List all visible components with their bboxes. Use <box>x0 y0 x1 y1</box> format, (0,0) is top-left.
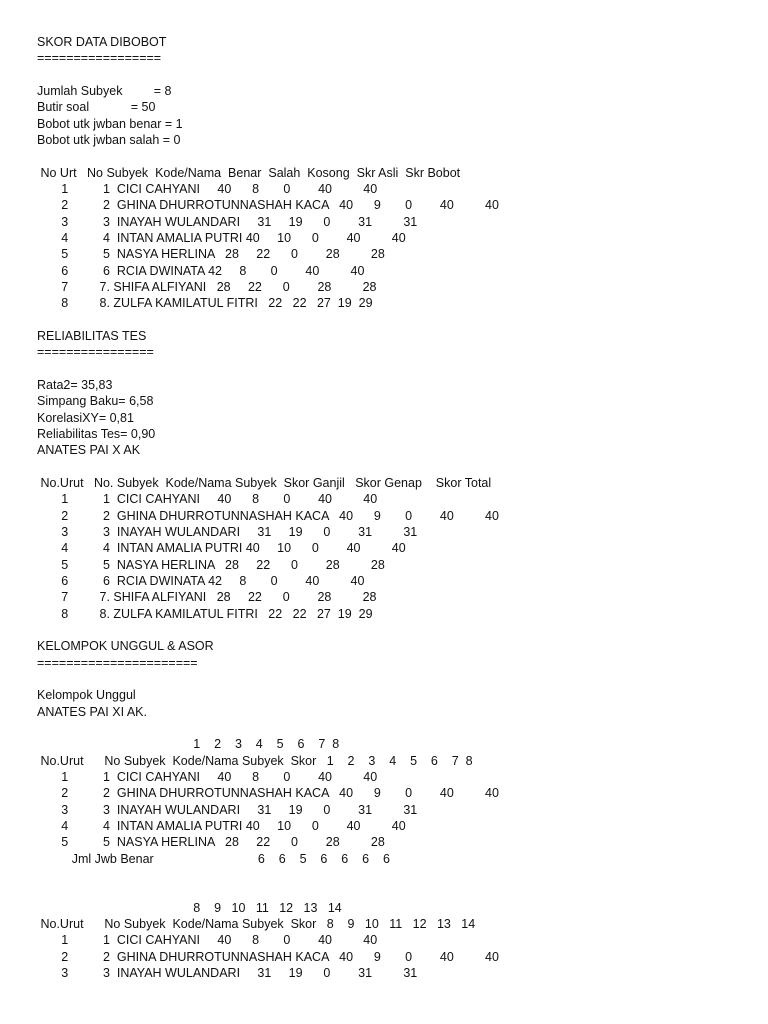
text-line: Bobot utk jwban salah = 0 <box>37 133 181 147</box>
text-line: 2 2 GHINA DHURROTUNNASHAH KACA 40 9 0 40 40 <box>37 949 499 964</box>
text-line: 5 5 NASYA HERLINA 28 22 0 28 28 <box>37 557 385 572</box>
text-line: ====================== <box>37 655 198 670</box>
text-line: 8 8. ZULFA KAMILATUL FITRI 22 22 27 19 29 <box>37 296 373 311</box>
text-line: 5 5 NASYA HERLINA 28 22 0 28 28 <box>37 247 385 262</box>
text-line: 2 2 GHINA DHURROTUNNASHAH KACA 40 9 0 40 40 <box>37 508 499 523</box>
text-line: Butir soal = 50 <box>37 100 156 115</box>
text-line: 7 7. SHIFA ALFIYANI 28 22 0 28 28 <box>37 279 377 294</box>
text-line: No Urt No Subyek Kode/Nama Benar Salah Kosong Skr Asli Skr Bobot <box>37 165 461 180</box>
text-line: 5 5 NASYA HERLINA 28 22 0 28 28 <box>37 835 385 850</box>
text-line: No.Urut No Subyek Kode/Nama Subyek Skor 8 9 10 11 12 13 14 <box>37 916 476 931</box>
text-line: Jumlah Subyek = 8 <box>37 84 172 98</box>
text-line: 4 4 INTAN AMALIA PUTRI 40 10 0 40 40 <box>37 541 406 556</box>
text-line: 1 1 CICI CAHYANI 40 8 0 40 40 <box>37 933 378 948</box>
text-line: 3 3 INAYAH WULANDARI 31 19 0 31 31 <box>37 214 418 229</box>
text-line: 6 6 RCIA DWINATA 42 8 0 40 40 <box>37 263 365 278</box>
text-line: Jml Jwb Benar 6 6 5 6 6 6 6 <box>37 851 390 866</box>
text-line: 2 2 GHINA DHURROTUNNASHAH KACA 40 9 0 40 40 <box>37 786 499 801</box>
text-line: 1 1 CICI CAHYANI 40 8 0 40 40 <box>37 492 378 507</box>
text-line: Kelompok Unggul <box>37 688 136 703</box>
text-line: 2 2 GHINA DHURROTUNNASHAH KACA 40 9 0 40 40 <box>37 198 499 213</box>
text-line: 3 3 INAYAH WULANDARI 31 19 0 31 31 <box>37 965 418 980</box>
text-line: 3 3 INAYAH WULANDARI 31 19 0 31 31 <box>37 524 418 539</box>
text-line: 1 2 3 4 5 6 7 8 <box>37 737 340 752</box>
text-line: 4 4 INTAN AMALIA PUTRI 40 10 0 40 40 <box>37 231 406 245</box>
text-line: KorelasiXY= 0,81 <box>37 410 134 425</box>
text-line: 6 6 RCIA DWINATA 42 8 0 40 40 <box>37 573 365 588</box>
text-line: Rata2= 35,83 <box>37 377 113 392</box>
text-line: ================ <box>37 345 154 360</box>
text-line: 1 1 CICI CAHYANI 40 8 0 40 40 <box>37 182 378 196</box>
text-line: 1 1 CICI CAHYANI 40 8 0 40 40 <box>37 769 378 784</box>
text-line: KELOMPOK UNGGUL & ASOR <box>37 639 214 654</box>
text-line: SKOR DATA DIBOBOT <box>37 35 167 49</box>
text-line: Bobot utk jwban benar = 1 <box>37 116 183 131</box>
text-line: 3 3 INAYAH WULANDARI 31 19 0 31 31 <box>37 802 418 817</box>
text-line: Reliabilitas Tes= 0,90 <box>37 426 156 441</box>
text-line: 8 8. ZULFA KAMILATUL FITRI 22 22 27 19 29 <box>37 606 373 621</box>
text-line: 8 9 10 11 12 13 14 <box>37 900 342 915</box>
text-line: RELIABILITAS TES <box>37 328 147 343</box>
text-line: ================= <box>37 51 162 66</box>
text-line: 7 7. SHIFA ALFIYANI 28 22 0 28 28 <box>37 590 377 605</box>
text-line: No.Urut No Subyek Kode/Nama Subyek Skor 1 2 3 4 5 6 7 8 <box>37 753 473 768</box>
text-line: 4 4 INTAN AMALIA PUTRI 40 10 0 40 40 <box>37 818 406 833</box>
text-line: ANATES PAI XI AK. <box>37 704 147 719</box>
text-line: No.Urut No. Subyek Kode/Nama Subyek Skor Ganjil Skor Genap Skor Total <box>37 475 492 490</box>
text-line: ANATES PAI X AK <box>37 443 141 458</box>
text-line: Simpang Baku= 6,58 <box>37 394 154 409</box>
